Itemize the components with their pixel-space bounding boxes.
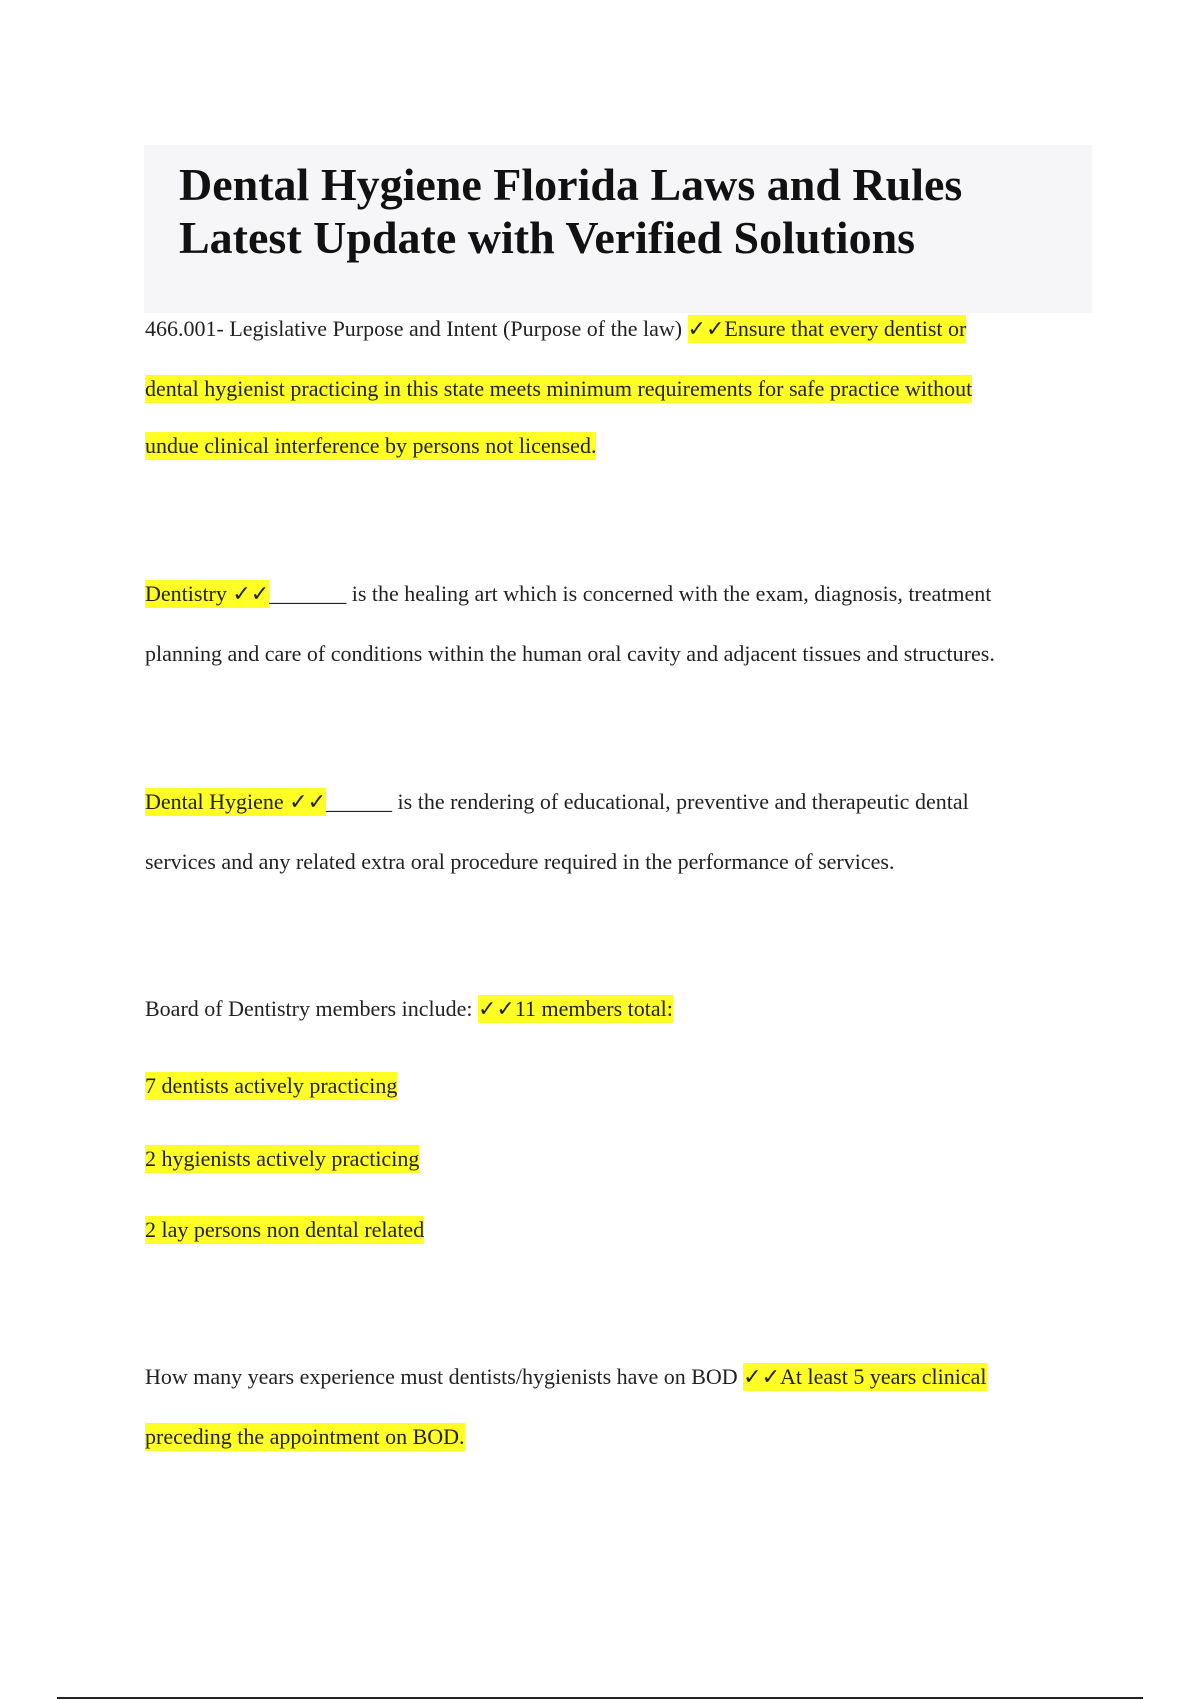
q4-item-3-text: 2 lay persons non dental related <box>145 1217 425 1242</box>
q5-question: How many years experience must dentists/hygienists have on BOD <box>145 1364 744 1389</box>
q1-answer-part-2: dental hygienist practicing in this state meets minimum requirements for safe practice without <box>145 376 973 401</box>
q2-question-part-2: planning and care of conditions within the human oral cavity and adjacent tissues and structures. <box>145 641 995 666</box>
q1-line-2 <box>145 375 972 403</box>
q4-item-1-text: 7 dentists actively practicing <box>145 1073 398 1098</box>
q2-question-part-1: _______ is the healing art which is concerned with the exam, diagnosis, treatment <box>269 581 992 606</box>
q3-answer: Dental Hygiene ✓✓ <box>145 789 327 814</box>
q4-item-2 <box>145 1145 419 1173</box>
q2-line-1 <box>145 580 991 608</box>
q3-question-part-2: services and any related extra oral procedure required in the performance of services. <box>145 849 895 874</box>
title-box <box>144 145 1092 313</box>
q5-line-2 <box>145 1423 465 1451</box>
footer-divider <box>57 1697 1143 1699</box>
q5-answer-part-2: preceding the appointment on BOD. <box>145 1424 465 1449</box>
q4-item-2-text: 2 hygienists actively practicing <box>145 1146 420 1171</box>
q4-line-1 <box>145 995 673 1023</box>
title-line-1: Dental Hygiene Florida Laws and Rules <box>179 159 963 210</box>
q5-answer-part-1: ✓✓At least 5 years clinical <box>743 1364 987 1389</box>
q4-question: Board of Dentistry members include: <box>145 996 478 1021</box>
q1-line-1 <box>145 315 966 343</box>
q4-item-3 <box>145 1216 424 1244</box>
document-title <box>179 158 1092 264</box>
q3-line-2 <box>145 848 894 876</box>
q2-answer: Dentistry ✓✓ <box>145 581 270 606</box>
q1-question: 466.001- Legislative Purpose and Intent (Purpose of the law) <box>145 316 688 341</box>
q4-answer: ✓✓11 members total: <box>477 996 673 1021</box>
q2-line-2 <box>145 640 995 668</box>
q3-question-part-1: ______ is the rendering of educational, preventive and therapeutic dental <box>326 789 969 814</box>
q1-answer-part-3: undue clinical interference by persons not licensed. <box>145 433 597 458</box>
q4-item-1 <box>145 1072 397 1100</box>
q1-line-3 <box>145 432 596 460</box>
q1-answer-part-1: ✓✓Ensure that every dentist or <box>687 316 967 341</box>
q5-line-1 <box>145 1363 987 1391</box>
title-line-2: Latest Update with Verified Solutions <box>179 212 916 263</box>
q3-line-1 <box>145 788 969 816</box>
